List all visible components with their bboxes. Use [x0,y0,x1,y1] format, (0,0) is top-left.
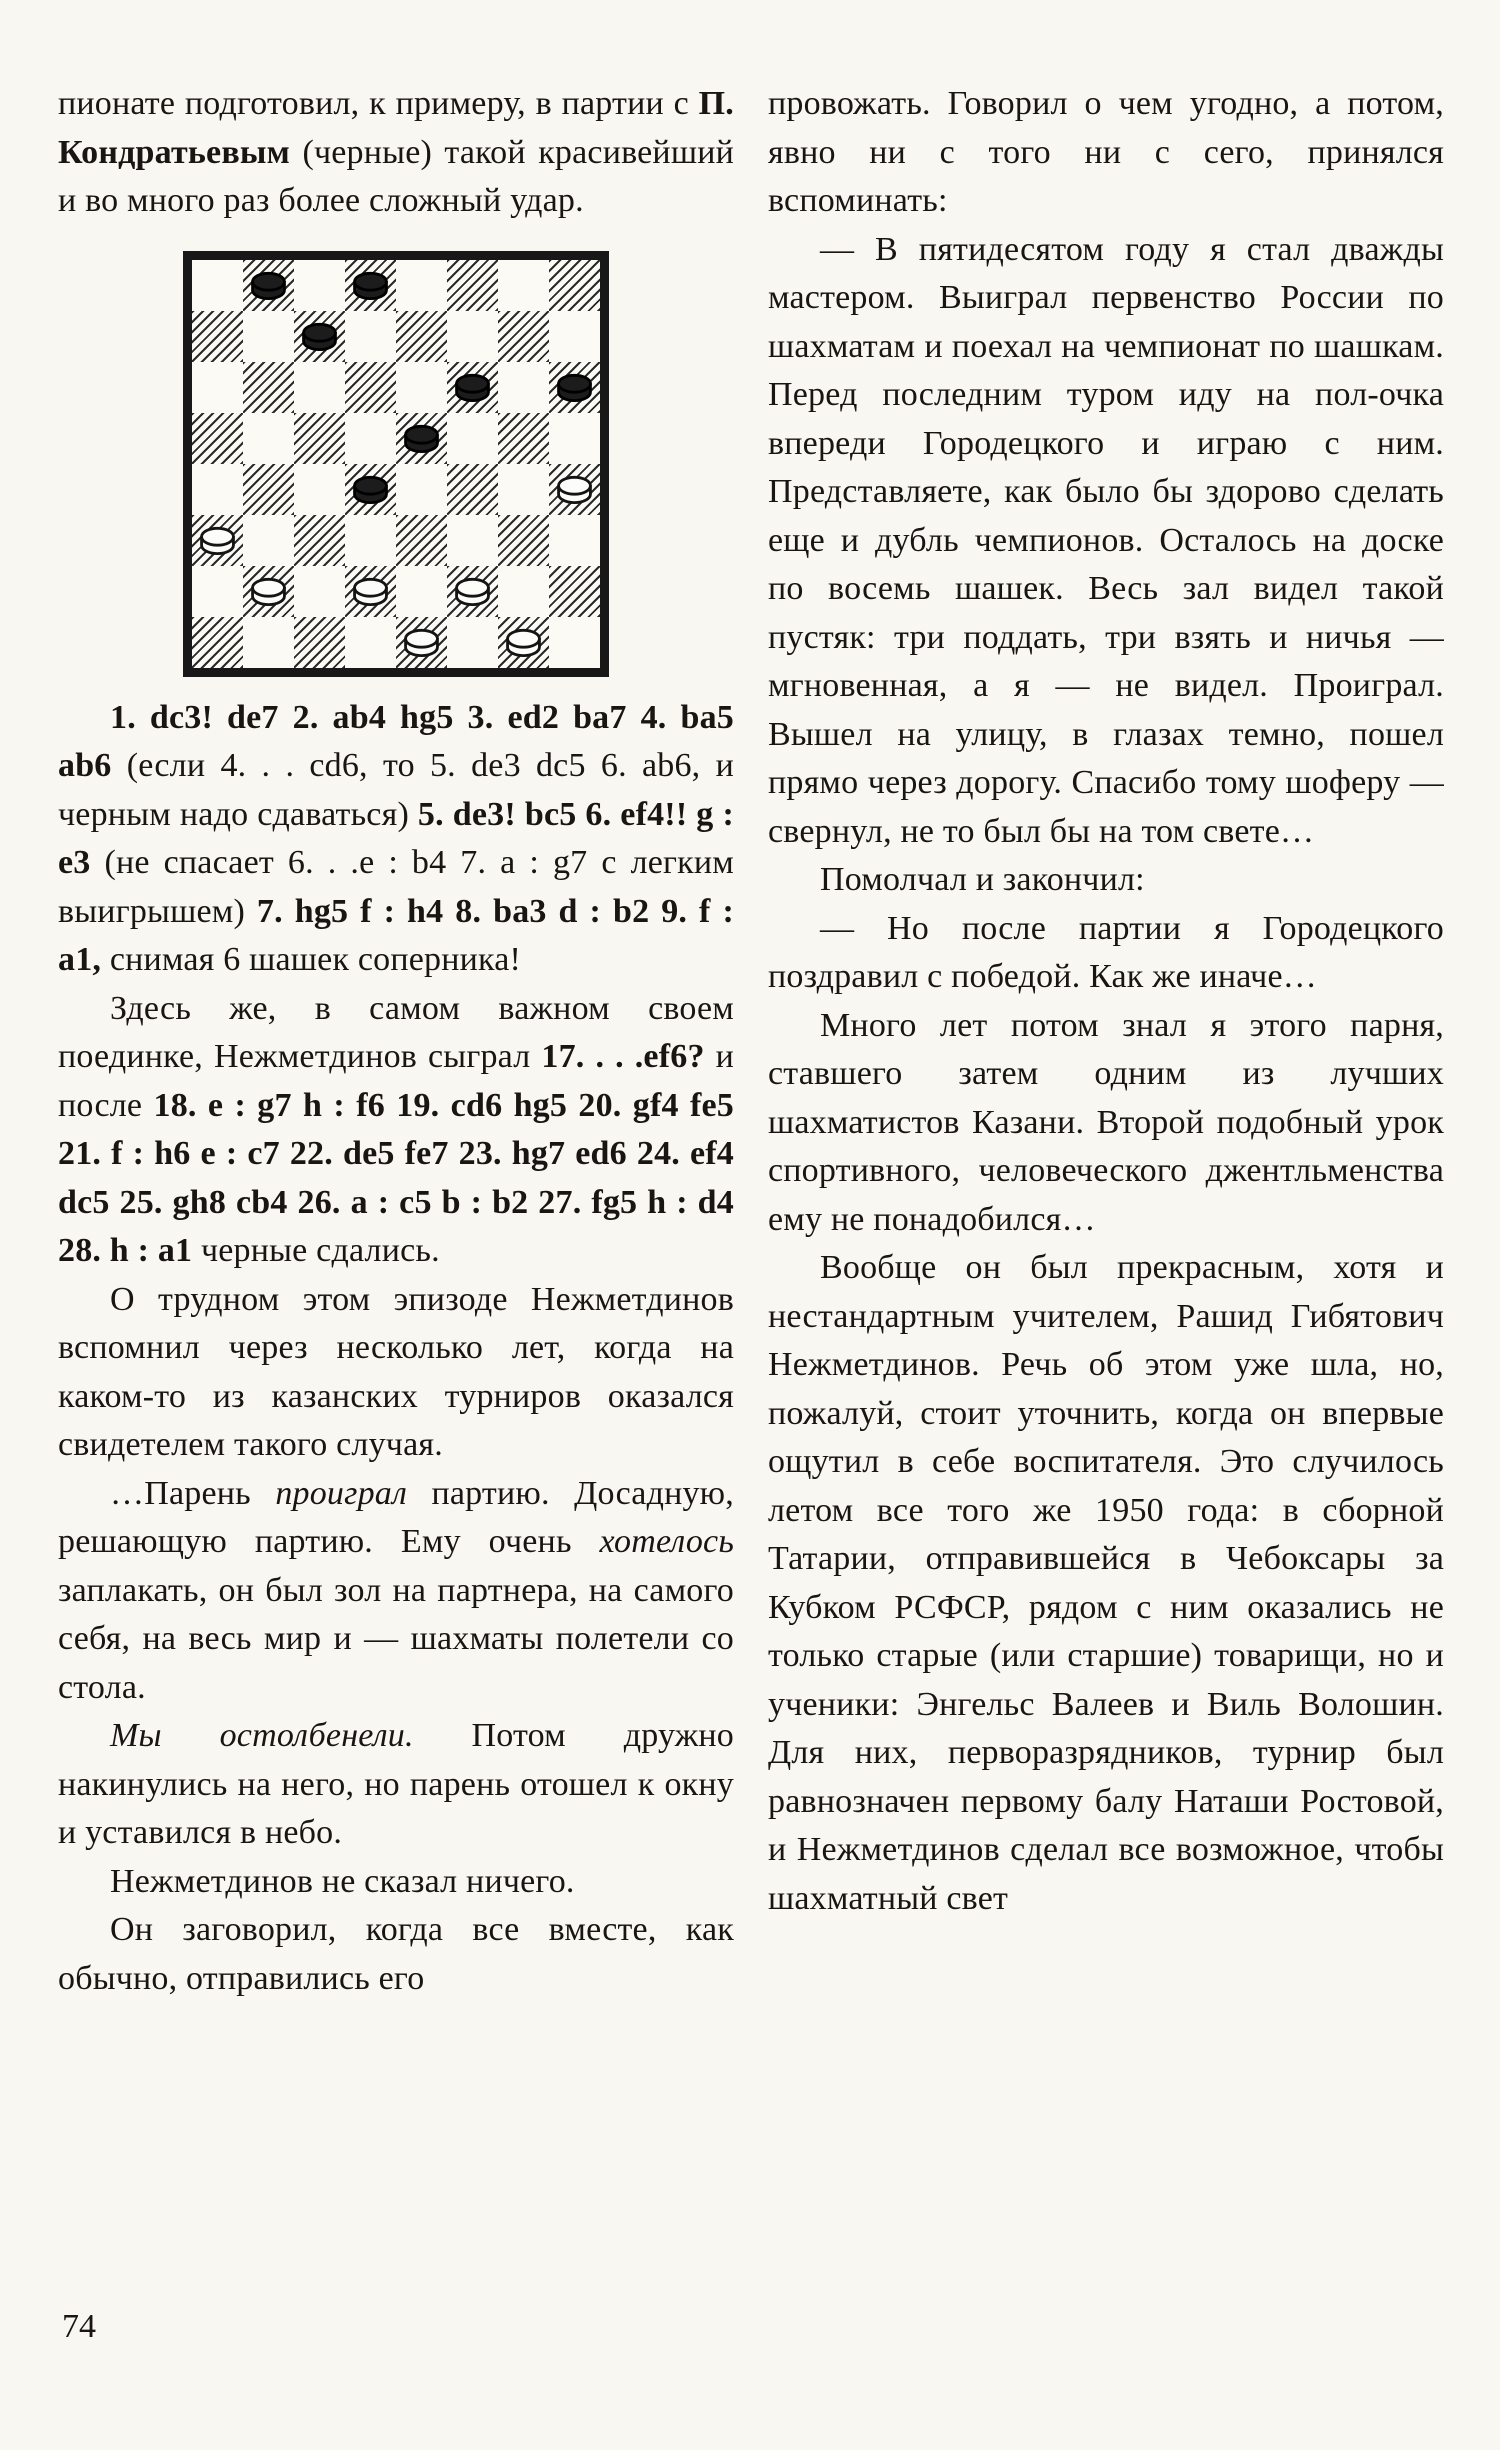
text-run: 7. hg5 f : h4 8. ba3 d : b2 9. f : a1, [58,892,734,978]
text-run: черные сдались. [200,1232,440,1269]
checker-black [297,314,342,359]
board-square [447,413,498,464]
board-square [294,566,345,617]
paragraph [58,1858,734,1907]
page-number: 74 [62,2308,96,2345]
left-column [58,80,734,2450]
paragraph [58,1906,734,2003]
board-square [345,311,396,362]
text-run: Вообще он был прекрасным, хотя и нестандартным учителем, Рашид Гибятович Нежметдинов. Речь об этом уже шла, но, пожалуй, стоит уточнить, когда он впервые ощутил в себе воспитателя. Это случилось летом все того же 1950 года: в сборной Татарии, отправившейся в Чебоксары за Кубком РСФСР, рядом с ним оказались не только старые (или старшие) товарищи, но и ученики: Энгельс Валеев и Виль Волошин. Для них, перворазрядников, турнир был равнозначен первому балу Наташи Ростовой, и Нежметдинов сделал все возможное, чтобы шахматный свет [768,1249,1444,1917]
paragraph [768,856,1444,905]
checker-black [552,365,597,410]
board-square [396,362,447,413]
board-square [345,413,396,464]
paragraph [768,80,1444,226]
text-run: Помолчал и закончил: [820,861,1145,898]
board-square [549,464,600,515]
board-square [396,464,447,515]
checker-white [552,467,597,512]
paragraph [58,1470,734,1713]
board-square [498,566,549,617]
text-run: Потом дружно накинулись на него, но парень отошел к окну и уставился в небо. [58,1717,734,1851]
left-intro-text [58,80,734,226]
checker-white [501,620,546,665]
left-body-text [58,694,734,2004]
board-square [498,311,549,362]
checkers-board [184,252,608,676]
board-square [345,464,396,515]
board-square [243,617,294,668]
checker-black [348,263,393,308]
board-square [294,311,345,362]
board-square [345,260,396,311]
board-square [345,362,396,413]
board-square [243,515,294,566]
paragraph [58,80,734,226]
text-run: Он заговорил, когда все вместе, как обычно, отправились его [58,1911,734,1997]
board-square [396,566,447,617]
board-square [294,362,345,413]
checker-black [399,416,444,461]
board-square [192,362,243,413]
text-run: 5. de3! bc5 6. ef4!! g : e3 [58,795,734,881]
right-body-text [768,80,1444,1923]
text-run: снимая 6 шашек соперника! [109,941,522,978]
text-run: 1. dc3! de7 2. ab4 hg5 3. ed2 ba7 4. ba5 ab6 [58,698,734,784]
board-square [243,464,294,515]
text-run: проиграл [275,1474,408,1512]
board-square [549,311,600,362]
board-square [294,464,345,515]
board-square [498,515,549,566]
paragraph [768,1002,1444,1245]
text-run: (черные) такой красивейший и во много раз более сложный удар. [58,133,734,219]
board-square [294,260,345,311]
board-square [447,617,498,668]
paragraph [58,985,734,1276]
paragraph [58,694,734,985]
board-square [192,413,243,464]
board-square [447,464,498,515]
checker-black [450,365,495,410]
text-run: и после [58,1038,735,1124]
checker-white [399,620,444,665]
checker-black [246,263,291,308]
board-square [549,413,600,464]
board-square [345,515,396,566]
board-square [447,311,498,362]
text-run: партию. Досадную, решающую партию. Ему очень [58,1474,734,1560]
board-square [498,413,549,464]
text-run: (если 4. . . cd6, то 5. de3 dc5 6. ab6, и черным надо сдаваться) [58,747,734,833]
board-square [549,515,600,566]
checker-white [450,569,495,614]
paragraph [768,1244,1444,1923]
board-square [192,515,243,566]
board-square [498,260,549,311]
board-square [498,362,549,413]
board-square [396,515,447,566]
board-square [192,260,243,311]
text-run: Мы остолбенели. [110,1717,414,1754]
board-square [447,515,498,566]
board-square [294,413,345,464]
board-square [345,617,396,668]
text-run: 18. e : g7 h : f6 19. cd6 hg5 20. gf4 fe5 21. f : h6 e : c7 22. de5 fe7 23. hg7 ed6 24. ef4 dc5 25. gh8 cb4 26. a : c5 b : b2 27. fg5 h : d4 28. h : a1 [58,1086,735,1269]
board-square [447,566,498,617]
board-square [447,362,498,413]
text-run: П. Кондратьевым [58,85,734,171]
text-run: — В пятидесятом году я стал дважды мастером. Выиграл первенство России по шахматам и поехал на чемпионат по шашкам. Перед последним туром иду на пол-очка впереди Городецкого и играю с ним. Представляете, как было бы здорово сделать еще и дубль чемпионов. Осталось на доске по восемь шашек. Весь зал видел такой пустяк: три поддать, три взять и ничья — мгновенная, а я — не видел. Проиграл. Вышел на улицу, в глазах темно, пошел прямо через дорогу. Спасибо тому шоферу — свернул, не то был бы на том свете… [768,230,1444,850]
text-run: Здесь же, в самом важном своем поединке, Нежметдинов сыграл [58,989,734,1075]
right-column [768,80,1444,2450]
board-square [192,617,243,668]
checker-white [246,569,291,614]
board-square [243,260,294,311]
board-square [549,566,600,617]
board-square [396,413,447,464]
board-square [396,617,447,668]
checker-black [348,467,393,512]
paragraph [768,905,1444,1002]
text-run: заплакать, он был зол на партнера, на самого себя, на весь мир и — шахматы полетели со стола. [58,1571,734,1706]
board-square [192,464,243,515]
board-square [192,311,243,362]
board-square [243,566,294,617]
text-run: пионате подготовил, к примеру, в партии с [58,85,699,122]
text-run: хотелось [599,1523,734,1560]
text-run: Много лет потом знал я этого парня, ставшего затем одним из лучших шахматистов Казани. Второй подобный урок спортивного, человеческого джентльменства ему не понадобился… [768,1006,1444,1238]
board-square [243,413,294,464]
board-square [294,617,345,668]
board-square [396,311,447,362]
paragraph [58,1276,734,1470]
text-run: 17. . . .ef6? [541,1038,716,1075]
checker-white [195,518,240,563]
text-run: (не спасает 6. . .e : b4 7. a : g7 с легким выигрышем) [58,844,734,930]
paragraph [58,1712,734,1858]
text-run: провожать. Говорил о чем угодно, а потом, явно ни с того ни с сего, принялся вспоминать: [768,85,1444,219]
board-square [243,362,294,413]
board-square [498,617,549,668]
paragraph [768,226,1444,857]
board-square [498,464,549,515]
text-run: Нежметдинов не сказал ничего. [110,1862,575,1900]
checker-white [348,569,393,614]
board-square [549,260,600,311]
board-square [243,311,294,362]
board-square [549,362,600,413]
checkers-diagram [184,252,608,676]
board-square [549,617,600,668]
text-run: …Парень [110,1474,276,1512]
board-square [345,566,396,617]
board-square [396,260,447,311]
board-square [294,515,345,566]
text-run: — Но после партии я Городецкого поздравил с победой. Как же иначе… [768,909,1444,995]
text-run: О трудном этом эпизоде Нежметдинов вспомнил через несколько лет, когда на каком-то из казанских турниров оказался свидетелем такого случая. [58,1280,734,1463]
board-square [192,566,243,617]
board-square [447,260,498,311]
